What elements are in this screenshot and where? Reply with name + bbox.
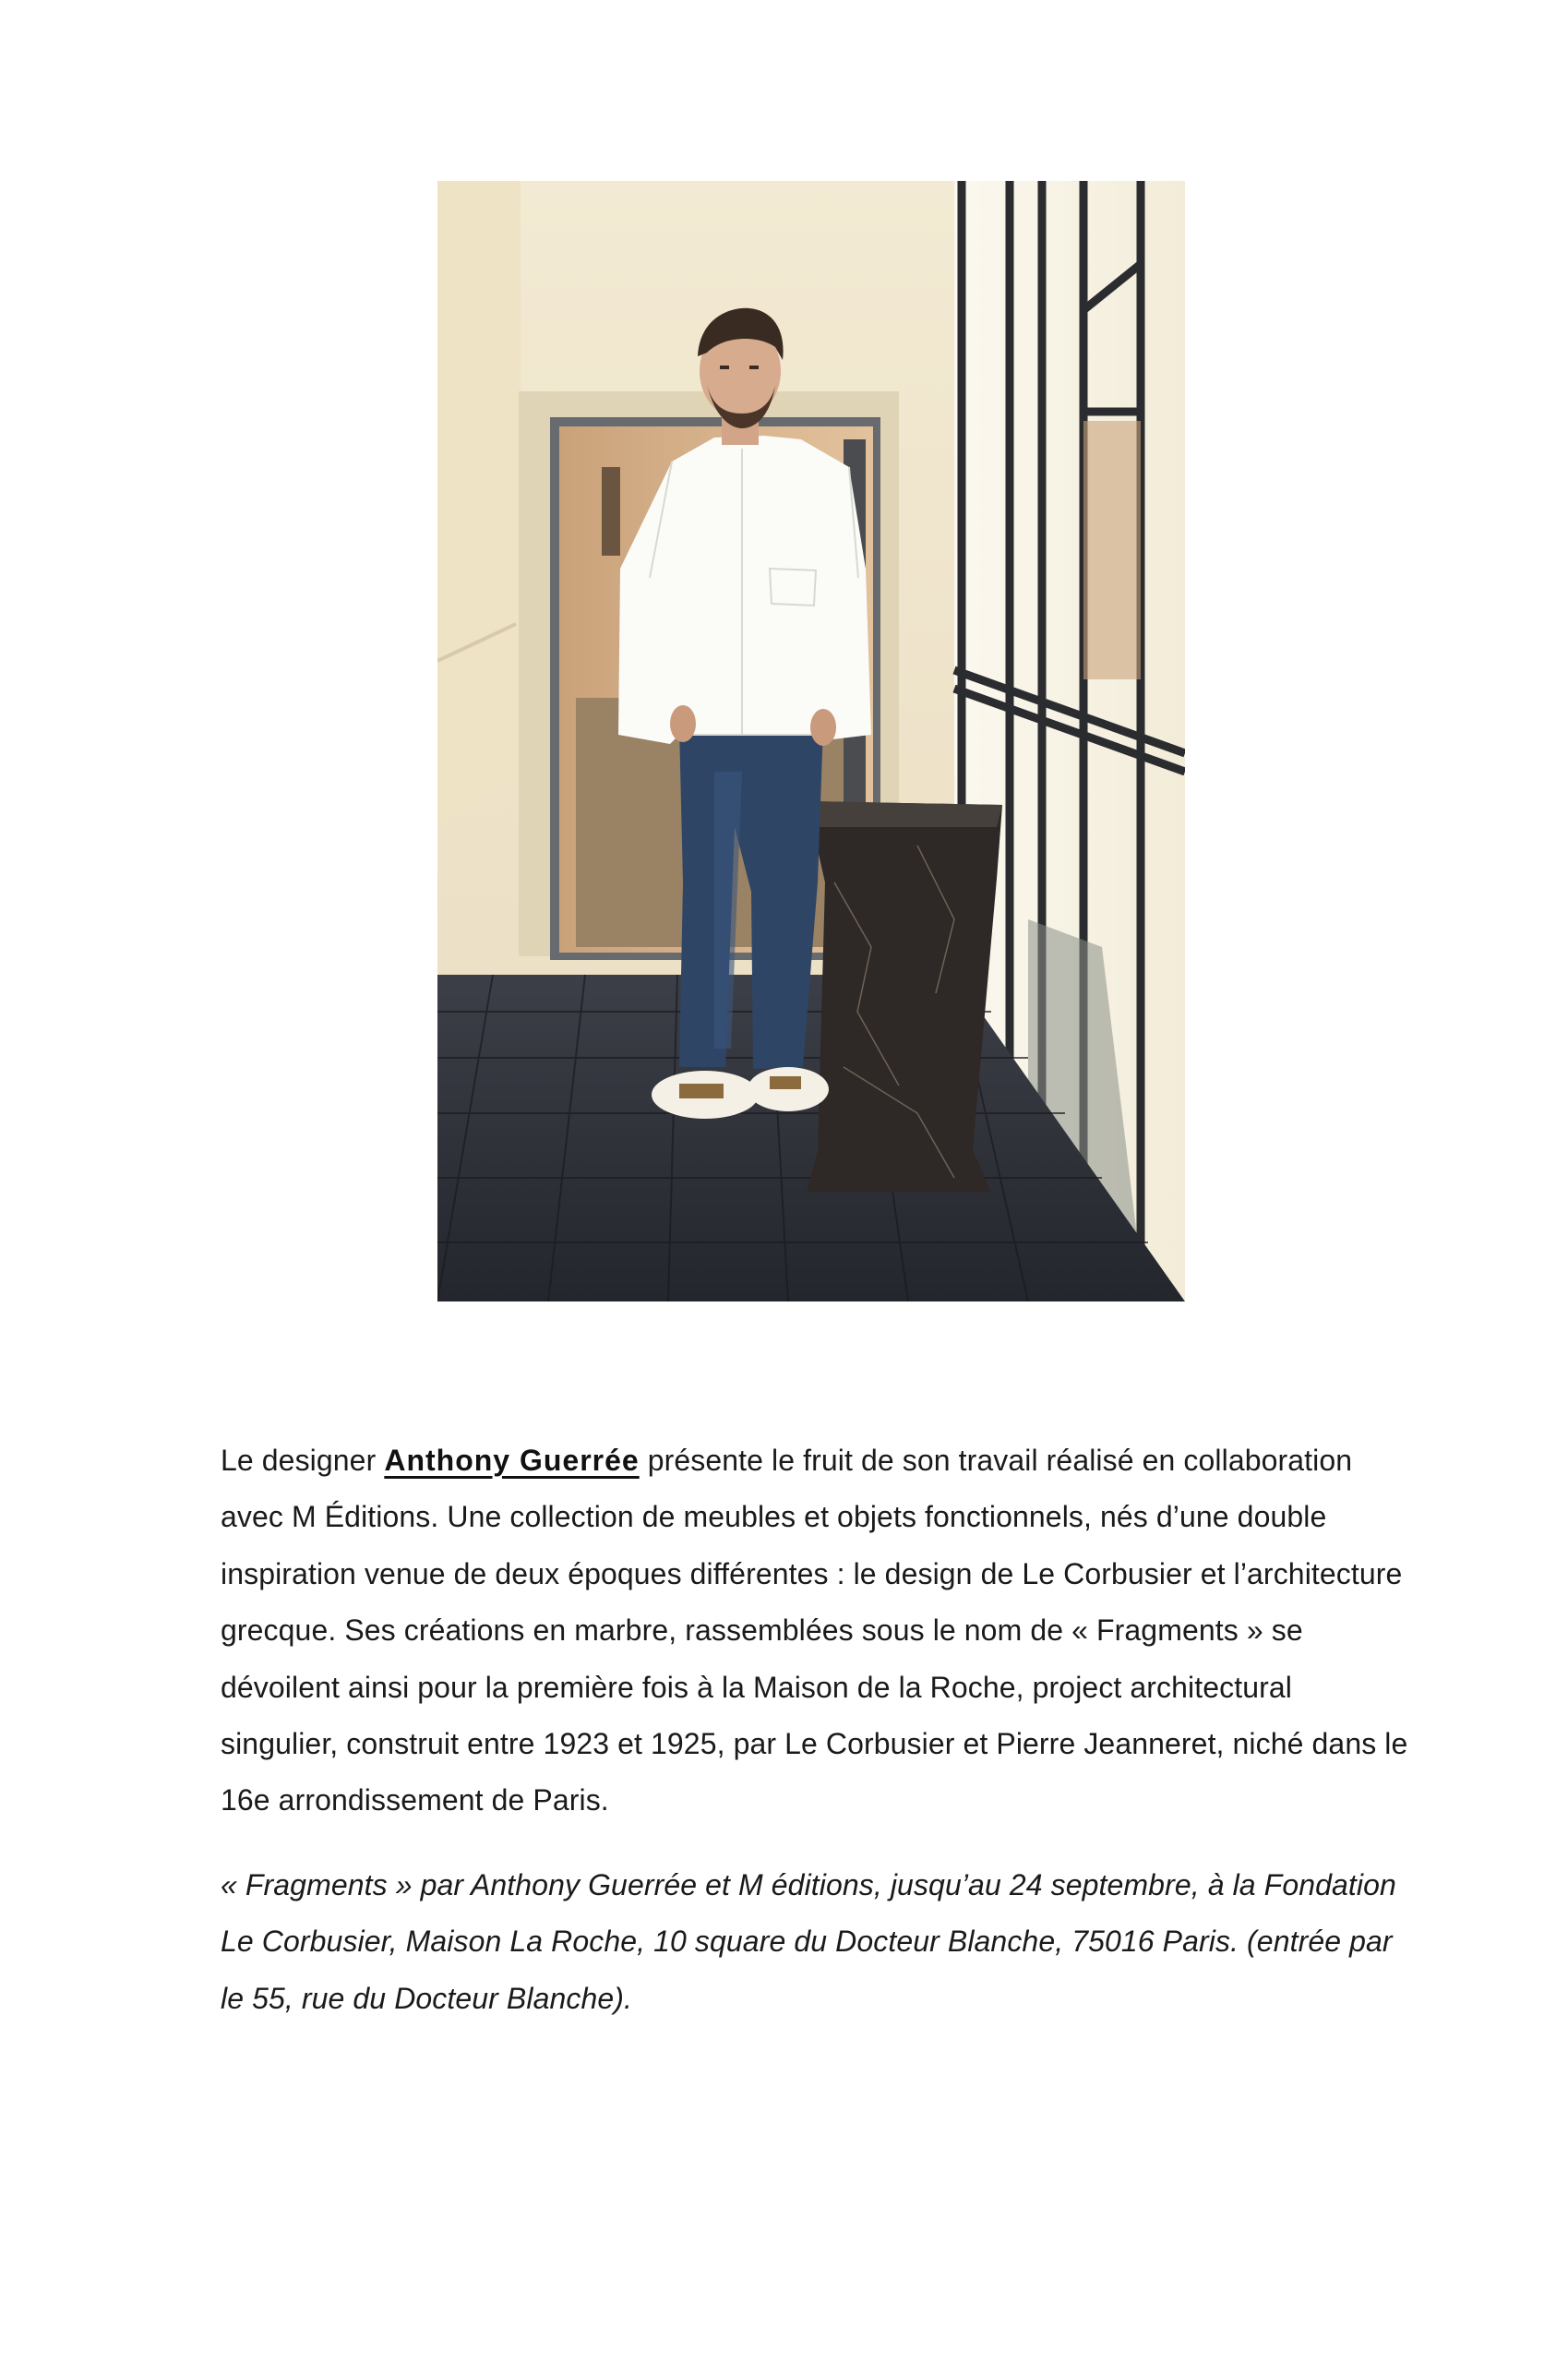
article-body xyxy=(221,1433,1411,2027)
exhibition-info: « Fragments » par Anthony Guerrée et M éditions, jusqu’au 24 septembre, à la Fondation Le Corbusier, Maison La Roche, 10 square du Docteur Blanche, 75016 Paris. (entrée par le 55, rue du Docteur Blanche). xyxy=(221,1867,1396,2015)
designer-portrait-photo xyxy=(437,181,1185,1301)
intro-paragraph xyxy=(221,1433,1411,1829)
intro-body-text: présente le fruit de son travail réalisé en collaboration avec M Éditions. Une collection de meubles et objets fonctionnels, nés d’une double inspiration venue de deux époques différentes : le design de Le Corbusier et l’architecture grecque. Ses créations en marbre, rassemblées sous le nom de « Fragments » se dévoilent ainsi pour la première fois à la Maison de la Roche, project architectural singulier, construit entre 1923 et 1925, par Le Corbusier et Pierre Jeanneret, niché dans le 16e arrondissement de Paris. xyxy=(221,1444,1408,1817)
intro-lead-text: Le designer xyxy=(221,1444,385,1477)
designer-name-link[interactable]: Anthony Guerrée xyxy=(384,1444,640,1477)
